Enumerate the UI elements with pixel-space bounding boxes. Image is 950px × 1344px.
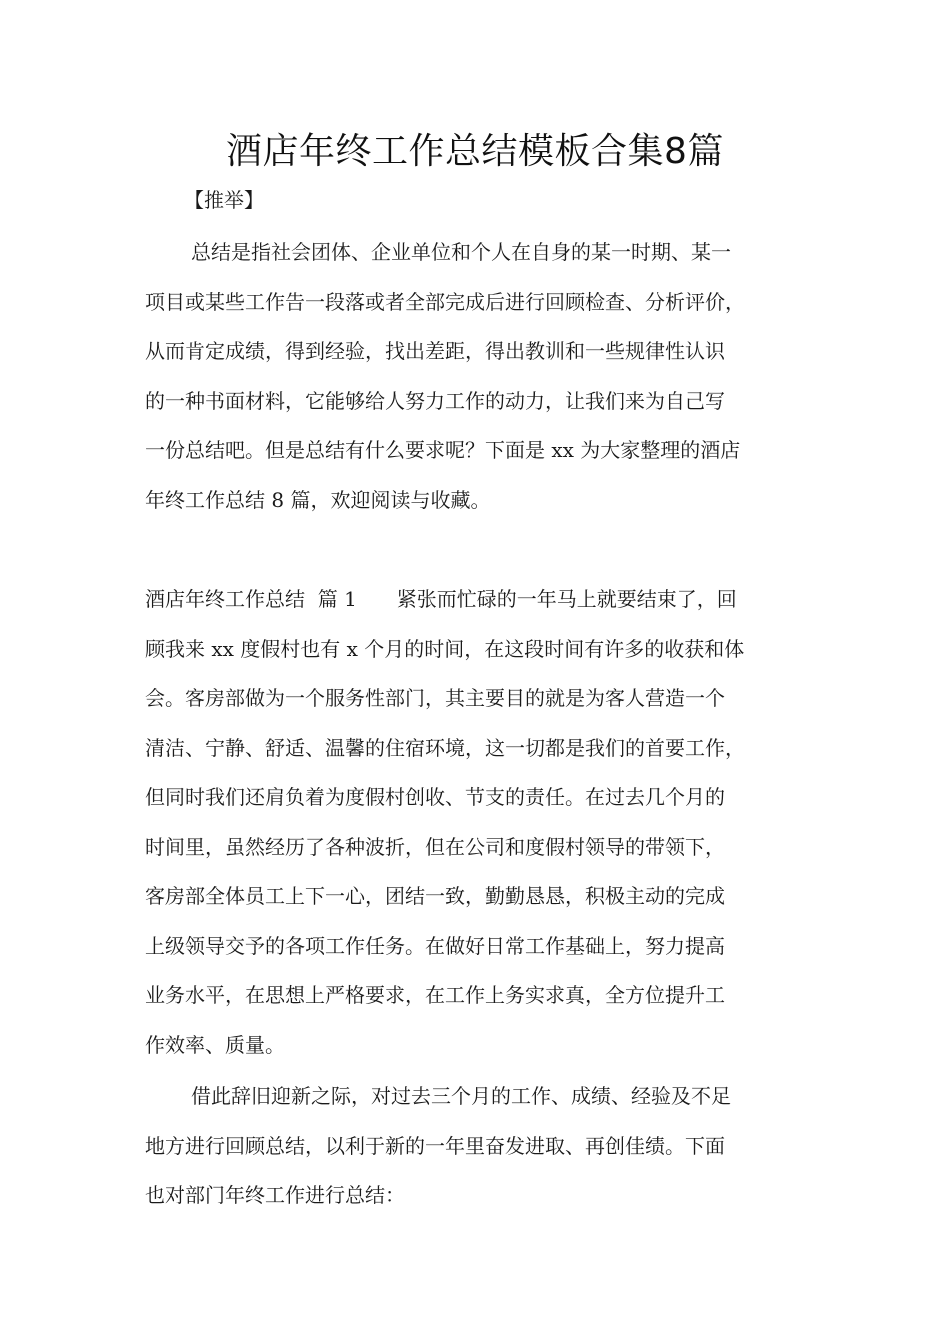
intro-line: 总结是指社会团体、企业单位和个人在自身的某一时期、某一 [191,240,731,264]
section-1-line: 作效率、质量。 [145,1032,285,1057]
section-1-line: 业务水平，在思想上严格要求，在工作上务实求真，全方位提升工 [145,983,725,1007]
paragraph-2-line: 地方进行回顾总结，以利于新的一年里奋发进取、再创佳绩。下面 [145,1133,725,1158]
intro-line: 一份总结吧。但是总结有什么要求呢？下面是 xx 为大家整理的酒店 [145,438,741,462]
paragraph-2-line: 借此辞旧迎新之际，对过去三个月的工作、成绩、经验及不足 [191,1084,731,1108]
section-1-line: 顾我来 xx 度假村也有 x 个月的时间，在这段时间有许多的收获和体 [145,636,745,661]
paragraph-2 [145,1072,825,1221]
document-title: 酒店年终工作总结模板合集8篇 [226,131,724,172]
section-1-heading: 酒店年终工作总结 篇 1 [145,587,357,611]
section-1-line: 上级领导交予的各项工作任务。在做好日常工作基础上，努力提高 [145,933,725,958]
section-1-first-line-text: 紧张而忙碌的一年马上就要结束了，回 [396,587,737,611]
section-1-line: 清洁、宁静、舒适、温馨的住宿环境，这一切都是我们的首要工作， [145,735,745,760]
section-1-line: 客房部全体员工上下一心，团结一致，勤勤恳恳，积极主动的完成 [145,884,725,908]
intro-line: 项目或某些工作告一段落或者全部完成后进行回顾检查、分析评价， [145,289,745,314]
intro-line: 从而肯定成绩，得到经验，找出差距，得出教训和一些规律性认识 [145,339,725,363]
section-1-line: 但同时我们还肩负着为度假村创收、节支的责任。在过去几个月的 [145,785,725,809]
intro-paragraph [145,228,825,525]
recommend-tag: 【推举】 [184,188,264,212]
section-1-line: 时间里，虽然经历了各种波折，但在公司和度假村领导的带领下， [145,834,725,859]
paragraph-2-line: 也对部门年终工作进行总结： [145,1183,405,1207]
intro-line: 的一种书面材料，它能够给人努力工作的动力，让我们来为自己写 [145,388,725,413]
section-1-paragraph [145,575,825,1070]
section-1-first-line [145,575,825,625]
intro-line: 年终工作总结 8 篇，欢迎阅读与收藏。 [145,487,491,512]
section-1-line: 会。客房部做为一个服务性部门，其主要目的就是为客人营造一个 [145,686,725,710]
